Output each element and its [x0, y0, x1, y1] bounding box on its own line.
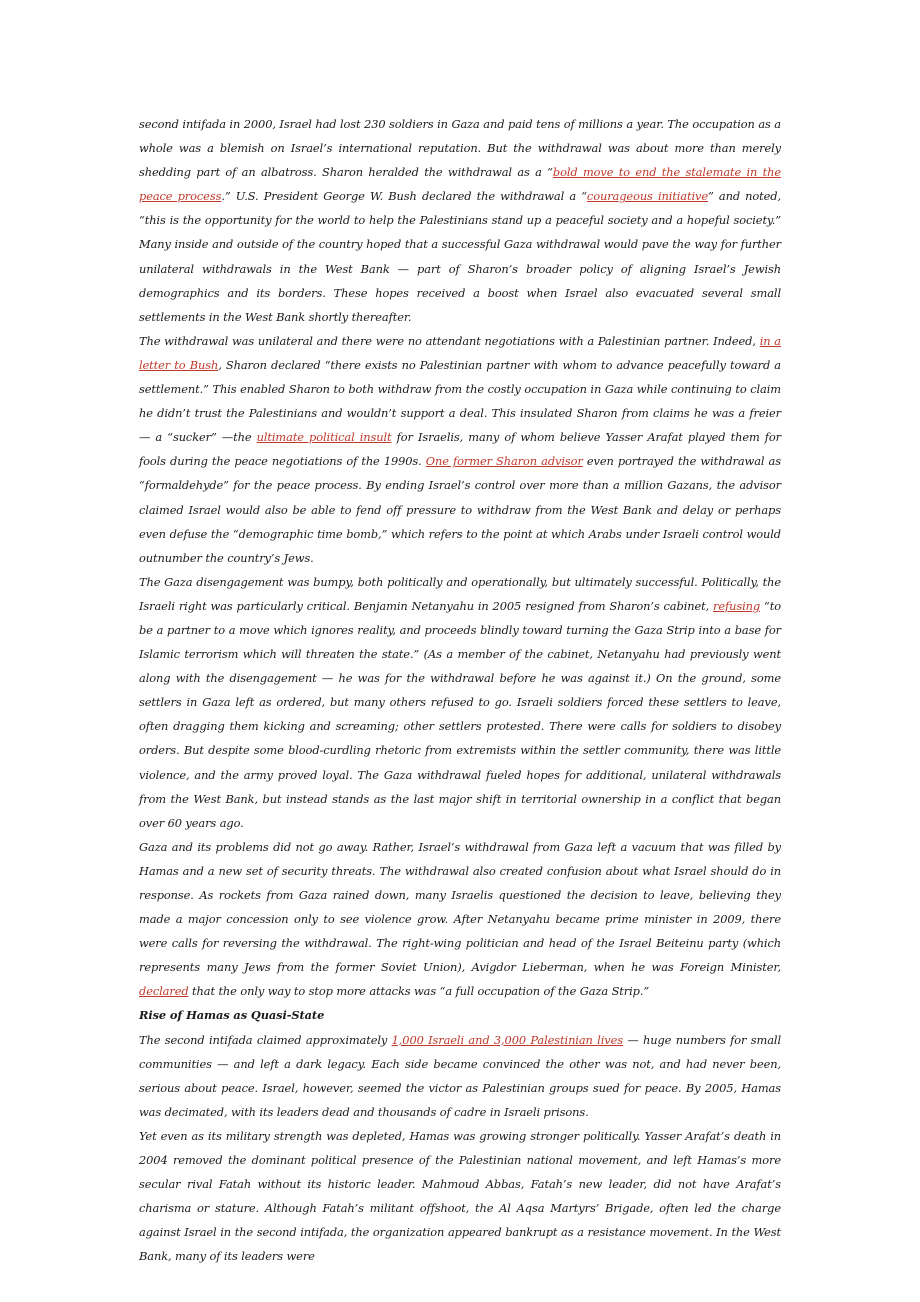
link-ultimate-political-insult[interactable]: ultimate political insult: [256, 430, 392, 445]
text-run: Gaza and its problems did not go away. Rather, Israel’s withdrawal from Gaza left a vacuum that was filled by Hamas and a new set of security threats. The withdrawal also created confusion about what Israel should do in response. As rockets from Gaza rained down, many Israelis questioned the decision to leave, believing they made a major concession only to see violence grow. After Netanyahu became prime minister in 2009, there were calls for reversing the withdrawal. The right-wing politician and head of the Israel Beiteinu party (which represents many Jews from the former Soviet Union), Avigdor Lieberman, when he was Foreign Minister,: [139, 839, 781, 975]
paragraph-p6: [139, 1124, 781, 1269]
link-casualties[interactable]: 1,000 Israeli and 3,000 Palestinian lives: [391, 1032, 623, 1047]
text-run: .” U.S. President George W. Bush declared the withdrawal a “: [221, 189, 587, 204]
paragraph-p1: [139, 112, 781, 329]
text-run: The Gaza disengagement was bumpy, both politically and operationally, but ultimately successful. Politically, the Israeli right was particularly critical. Benjamin Netanyahu in 2005 resigned from Sharon’s cabinet,: [139, 574, 781, 613]
link-bold-move[interactable]: bold move to end the stalemate in the peace process: [139, 165, 781, 204]
text-run: ” and noted, “this is the opportunity for the world to help the Palestinians stand up a peaceful society and a hopeful society.” Many inside and outside of the country hoped that a successful Gaza withdrawal would pave the way for further unilateral withdrawals in the West Bank — part of Sharon’s broader policy of aligning Israel’s Jewish demographics and its borders. These hopes received a boost when Israel also evacuated several small settlements in the West Bank shortly thereafter.: [139, 189, 781, 324]
text-run: The withdrawal was unilateral and there were no attendant negotiations with a Palestinian partner. Indeed,: [139, 333, 760, 348]
text-run: Yet even as its military strength was depleted, Hamas was growing stronger politically. Yasser Arafat’s death in 2004 removed the dominant political presence of the Palestinian national movement, and left Hamas’s more secular rival Fatah without its historic leader. Mahmoud Abbas, Fatah’s new leader, did not have Arafat’s charisma or stature. Although Fatah’s militant offshoot, the Al Aqsa Martyrs’ Brigade, often led the charge against Israel in the second intifada, the organization appeared bankrupt as a resistance movement. In the West Bank, many of its leaders were: [139, 1128, 781, 1264]
text-run: The second intifada claimed approximately: [139, 1032, 392, 1047]
paragraph-p2: [139, 329, 781, 570]
text-run: “to be a partner to a move which ignores reality, and proceeds blindly toward turning the Gaza Strip into a base for Islamic terrorism which will threaten the state.” (As a member of the cabinet, Netanyahu had previously went along with the disengagement — he was for the withdrawal before he was against it.) On the ground, some settlers in Gaza left as ordered, but many others refused to go. Israeli soldiers forced these settlers to leave, often dragging them kicking and screaming; other settlers protested. There were calls for soldiers to disobey orders. But despite some blood-curdling rhetoric from extremists within the settler community, there was little violence, and the army proved loyal. The Gaza withdrawal fueled hopes for additional, unilateral withdrawals from the West Bank, but instead stands as the last major shift in territorial ownership in a conflict that began over 60 years ago.: [139, 598, 781, 830]
document-body: [139, 112, 781, 1269]
link-refusing[interactable]: refusing: [713, 598, 761, 613]
text-run: — a “sucker” —the: [139, 430, 257, 445]
link-courageous-initiative[interactable]: courageous initiative: [586, 189, 708, 204]
paragraph-p4: [139, 835, 781, 1004]
text-run: Rise of Hamas as Quasi-State: [139, 1008, 325, 1023]
link-declared[interactable]: declared: [139, 984, 189, 999]
paragraph-p5: [139, 1028, 781, 1124]
text-run: that the only way to stop more attacks was “a full occupation of the Gaza Strip.”: [188, 984, 650, 999]
emphasized-text: freier: [749, 406, 781, 421]
paragraph-p3: [139, 570, 781, 835]
section-heading: [139, 1003, 781, 1027]
text-run: second intifada in 2000, Israel had lost 230 soldiers in Gaza and paid tens of millions a year. The occupation as a whole was a blemish on Israel’s international reputation. But the withdrawal was about more than merely shedding part of an albatross. Sharon heralded the withdrawal as a “: [139, 117, 781, 180]
text-run: even portrayed the withdrawal as “formaldehyde” for the peace process. By ending Israel’s control over more than a million Gazans, the advisor claimed Israel would also be able to fend off pressure to withdraw from the West Bank and delay or perhaps even defuse the “demographic time bomb,” which refers to the point at which Arabs under Israeli control would outnumber the country’s Jews.: [139, 454, 781, 565]
text-run: — huge numbers for small communities — and left a dark legacy. Each side became convinced the other was not, and had never been, serious about peace. Israel, however, seemed the victor as Palestinian groups sued for peace. By 2005, Hamas was decimated, with its leaders dead and thousands of cadre in Israeli prisons.: [139, 1032, 781, 1119]
text-run: , Sharon declared “there exists no Palestinian partner with whom to advance peacefully toward a settlement.” This enabled Sharon to both withdraw from the costly occupation in Gaza while continuing to claim he didn’t trust the Palestinians and wouldn’t support a deal. This insulated Sharon from claims he was a: [139, 357, 781, 421]
text-run: for Israelis, many of whom believe Yasser Arafat played them for fools during the peace negotiations of the 1990s.: [139, 430, 781, 469]
link-letter-to-bush[interactable]: in a letter to Bush: [139, 333, 781, 372]
link-former-sharon-advisor[interactable]: One former Sharon advisor: [425, 454, 583, 469]
